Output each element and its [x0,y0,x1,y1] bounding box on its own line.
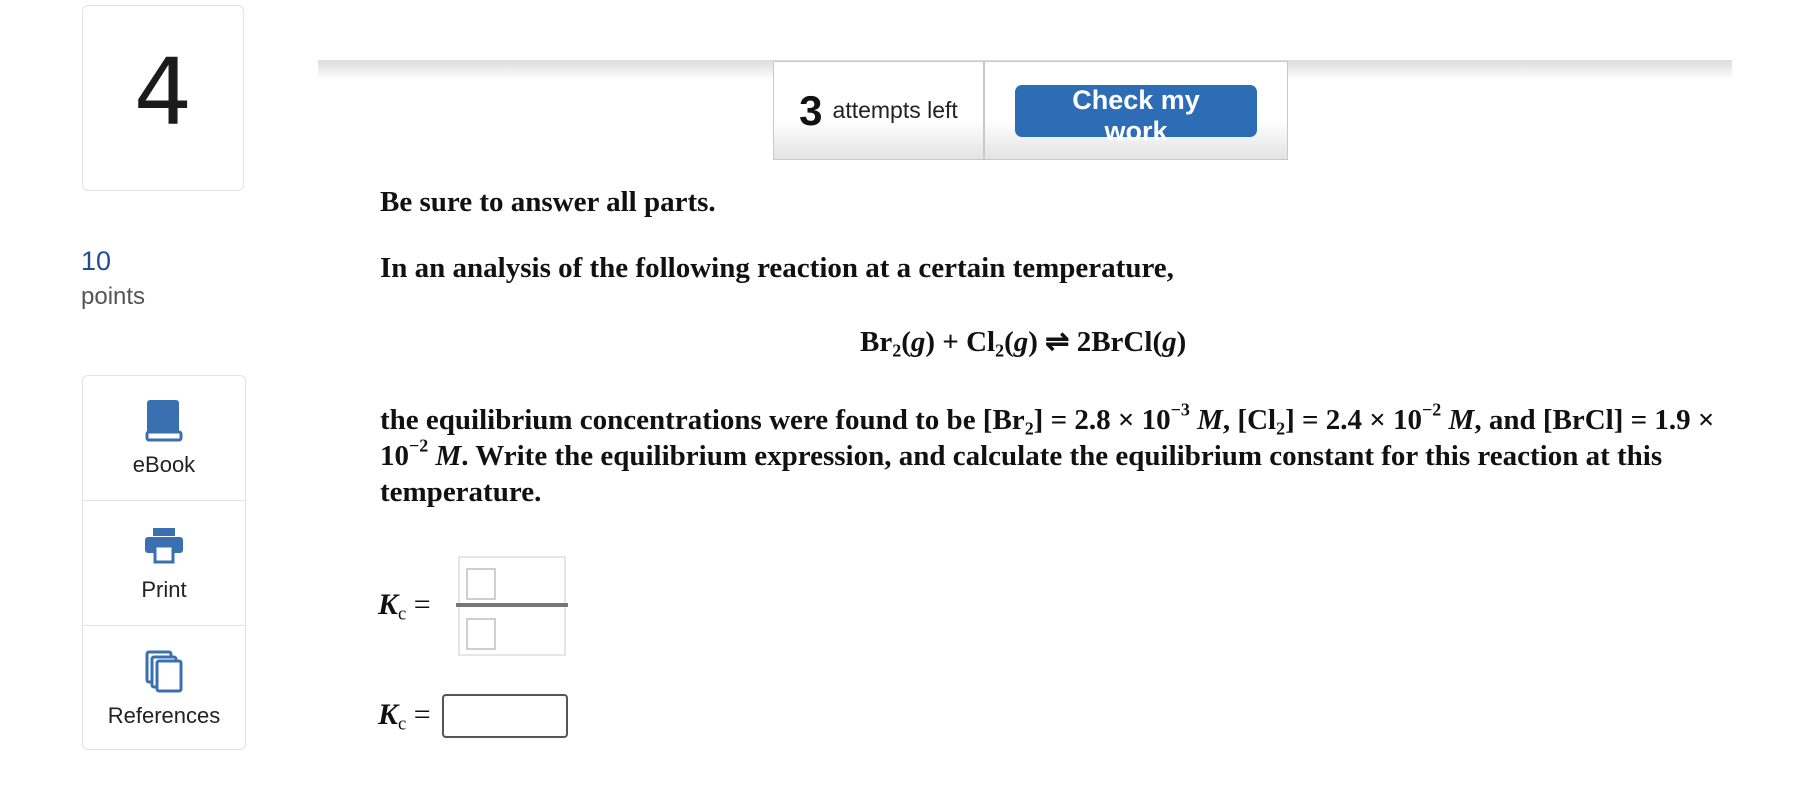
check-wrap [985,62,1287,159]
points-label: points [81,283,146,310]
kc-fraction-template [458,556,566,656]
kc-answer-input[interactable] [442,694,568,738]
attempt-panel [773,61,1288,160]
tools-panel [82,375,246,750]
check-my-work-button[interactable]: Check my work [1015,85,1257,137]
instruction: Be sure to answer all parts. [380,186,716,218]
question-number: 4 [133,39,193,146]
ebook-button[interactable] [83,376,245,501]
kc-expression-label: $K_c$ = [378,588,431,625]
question-text: the equilibrium concentrations were found to be $[Br_2] = 2.8 \times 10^{-3}$ M, $[Cl_2] = 2.4 \times 10^{-2}$ M, and [BrCl] = $1.9 \times 10^{-2}$ M. Write the equilibrium expression, and calculate the equilibrium constant for this reaction at this temperature. [380,399,1715,508]
references-button[interactable] [83,626,245,750]
attempts-count: 3 [799,86,823,134]
book-icon [142,398,186,442]
numerator-input[interactable] [466,568,496,600]
fraction-bar [456,603,568,607]
references-label: References [107,702,221,728]
print-button[interactable] [83,501,245,626]
ebook-label: eBook [132,452,196,477]
points-value: 10 [81,246,112,276]
attempts-left [774,62,985,159]
reaction-equation: $Br_2(g) + Cl_2(g)$ ⇌ 2BrCl(g) [860,326,1187,361]
documents-icon [142,649,186,693]
printer-icon [142,523,186,567]
intro-text: In an analysis of the following reaction at a certain temperature, [380,252,1174,284]
question-number-card [82,5,244,191]
denominator-input[interactable] [466,618,496,650]
kc-value-label: $K_c$ = [378,698,431,735]
print-label: Print [141,577,187,602]
attempts-text: attempts left [832,97,958,123]
